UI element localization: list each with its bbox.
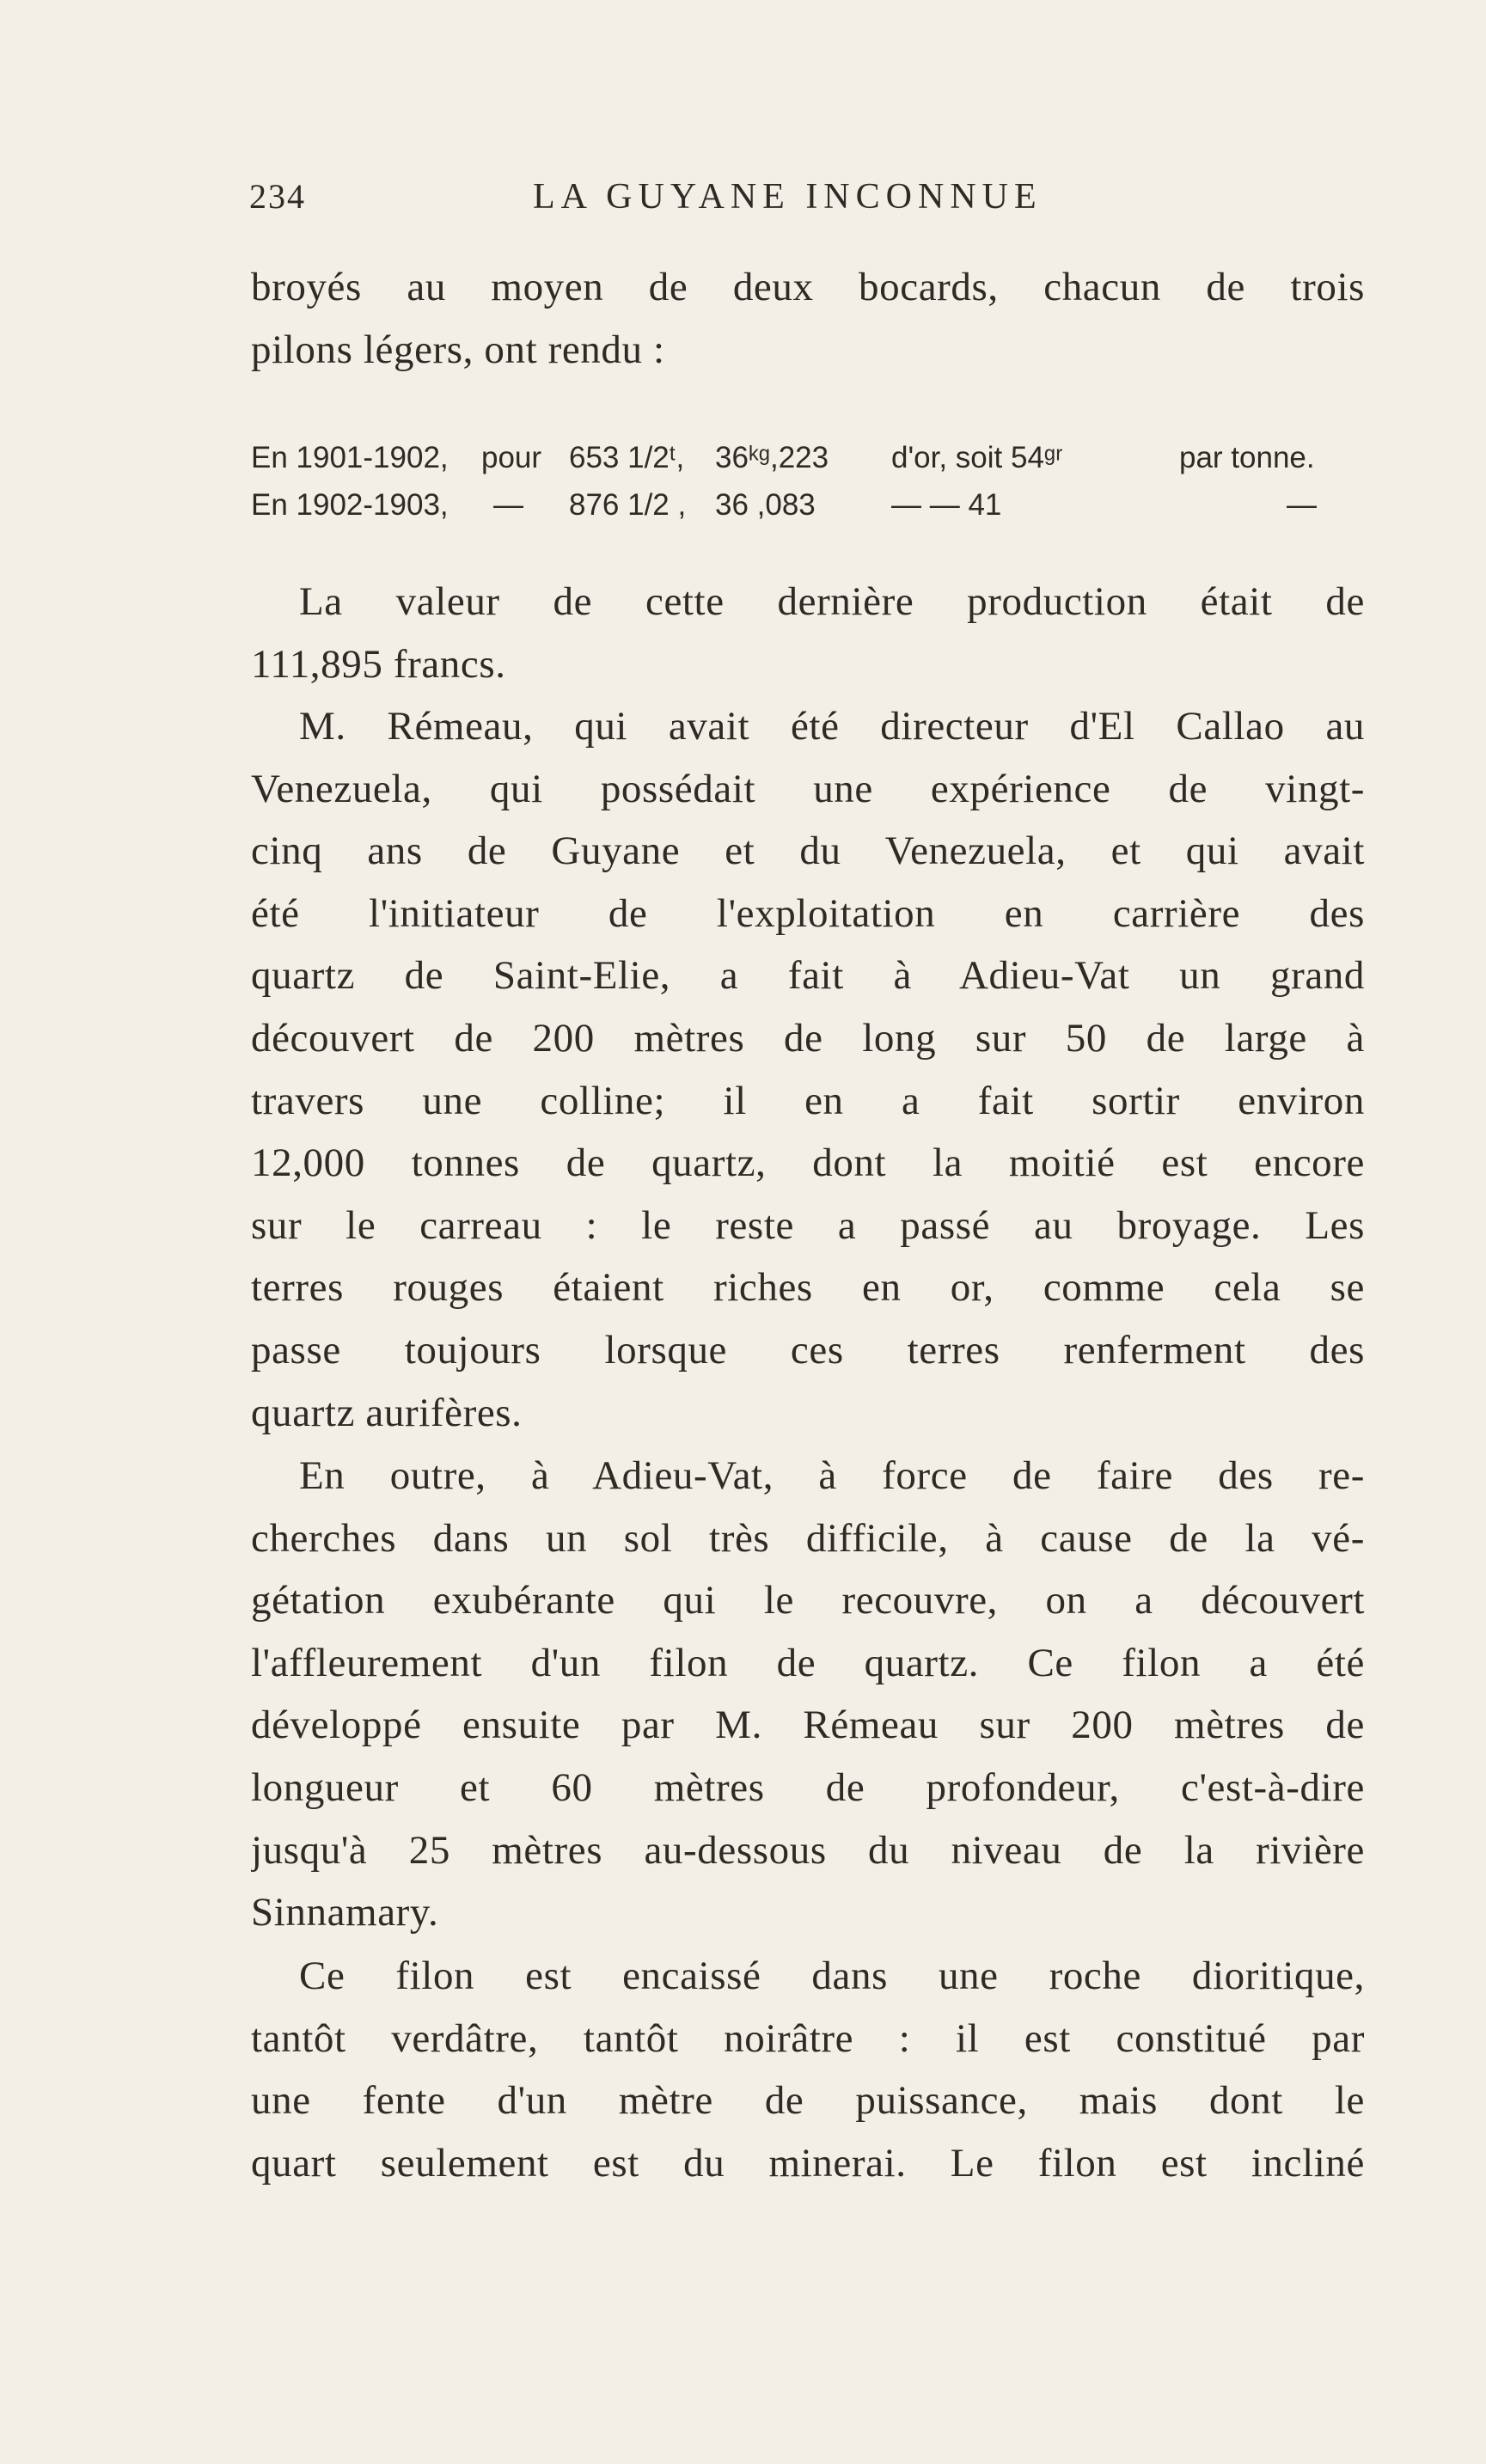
- text-line: En outre, à Adieu-Vat, à force de faire des re-: [299, 1453, 1365, 1498]
- production-unit: par tonne.: [1179, 441, 1315, 474]
- page-number: 234: [249, 177, 306, 216]
- text-line: développé ensuite par M. Rémeau sur 200 mètres de: [251, 1703, 1365, 1748]
- paragraph-remeau: [251, 695, 1365, 1444]
- production-gold: 36 ,083: [715, 488, 816, 522]
- intro-paragraph: [251, 256, 1365, 381]
- production-prefix: —: [493, 488, 523, 522]
- text-line: pilons légers, ont rendu :: [251, 327, 665, 372]
- text-line: Ce filon est encaissé dans une roche dioritique,: [299, 1953, 1365, 1998]
- text-line: cherches dans un sol très difficile, à cause de la vé-: [251, 1515, 1365, 1561]
- production-prefix: pour: [481, 441, 542, 474]
- text-line: l'affleurement d'un filon de quartz. Ce filon a été: [251, 1640, 1365, 1685]
- text-line: quart seulement est du minerai. Le filon est incliné: [251, 2140, 1365, 2186]
- text-line: quartz aurifères.: [251, 1390, 523, 1435]
- text-line: 111,895 francs.: [251, 641, 506, 687]
- production-gold: 36ᵏᵍ,223: [715, 441, 829, 474]
- text-line: une fente d'un mètre de puissance, mais dont le: [251, 2078, 1365, 2124]
- production-period: En 1901-1902,: [251, 441, 449, 474]
- text-line: tantôt verdâtre, tantôt noirâtre : il est constitué par: [251, 2015, 1365, 2061]
- running-title: LA GUYANE INCONNUE: [533, 177, 1043, 217]
- paragraph-filon: [251, 1445, 1365, 1944]
- production-ratio: — — 41: [891, 488, 1002, 522]
- production-period: En 1902-1903,: [251, 488, 449, 522]
- production-row: [251, 434, 1365, 481]
- text-line: Sinnamary.: [251, 1890, 439, 1935]
- text-line: cinq ans de Guyane et du Venezuela, et qui avait: [251, 828, 1365, 874]
- production-tons: 653 1/2ᵗ,: [569, 441, 685, 474]
- text-line: jusqu'à 25 mètres au-dessous du niveau de la rivière: [251, 1827, 1365, 1873]
- production-ratio: d'or, soit 54ᵍʳ: [891, 441, 1063, 474]
- text-line: découvert de 200 mètres de long sur 50 de large à: [251, 1015, 1365, 1061]
- text-line: longueur et 60 mètres de profondeur, c'est-à-dire: [251, 1764, 1365, 1810]
- production-unit: —: [1287, 488, 1317, 522]
- production-table: [251, 434, 1365, 529]
- production-row: [251, 481, 1365, 529]
- text-line: M. Rémeau, qui avait été directeur d'El Callao au: [299, 704, 1365, 749]
- page-header: [249, 176, 1367, 228]
- paragraph-value: [251, 571, 1365, 695]
- text-line: sur le carreau : le reste a passé au broyage. Les: [251, 1202, 1365, 1248]
- text-line: passe toujours lorsque ces terres renferment des: [251, 1327, 1365, 1373]
- text-line: été l'initiateur de l'exploitation en carrière des: [251, 890, 1365, 936]
- text-line: La valeur de cette dernière production était de: [299, 579, 1365, 624]
- text-line: quartz de Saint-Elie, a fait à Adieu-Vat un grand: [251, 953, 1365, 999]
- text-line: Venezuela, qui possédait une expérience de vingt-: [251, 766, 1365, 811]
- text-line: gétation exubérante qui le recouvre, on a découvert: [251, 1578, 1365, 1623]
- text-line: broyés au moyen de deux bocards, chacun de trois: [251, 265, 1365, 309]
- text-line: travers une colline; il en a fait sortir environ: [251, 1078, 1365, 1123]
- paragraph-roche: [251, 1945, 1365, 2194]
- text-line: 12,000 tonnes de quartz, dont la moitié est encore: [251, 1140, 1365, 1186]
- text-line: terres rouges étaient riches en or, comme cela se: [251, 1265, 1365, 1311]
- production-tons: 876 1/2 ,: [569, 488, 687, 522]
